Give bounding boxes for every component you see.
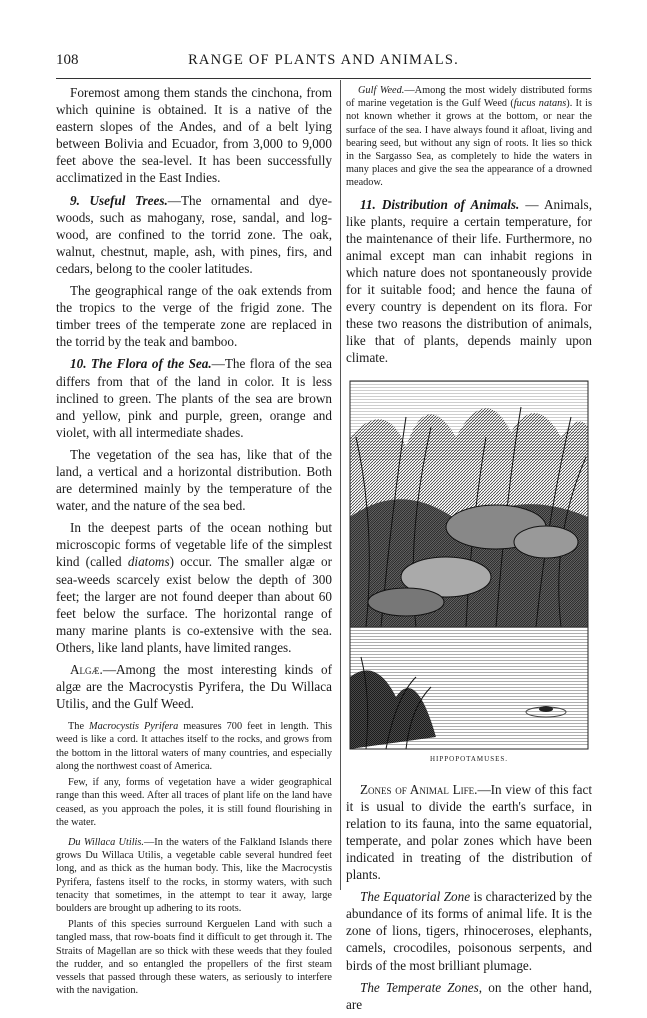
small-paragraph-kerguelen: Plants of this species surround Kerguelen Land with such a tangled mass, that row-boats find it difficult to get through it. The Straits of Magellan are so thick with these weeds that they fouled the rudder, and so entangled the propellers of the first steam vessels that passed through these waters, as seriously to interfere with the navigation. bbox=[56, 919, 332, 997]
small-caps-heading: Zones of Animal Life. bbox=[360, 781, 478, 797]
small-caps-heading: Algæ. bbox=[70, 662, 103, 677]
text-run: —In the waters of the Falkland Islands there grows Du Willaca Utilis, a vegetable cable several hundred feet long, and as thick as the human body. This, like the Macrocystis Pyrifera, fastens itself to the rocks, in stormy waters, with such tenacity that sometimes, in the attempt to tear it away, large boulders are brought up adhering to its roots. bbox=[56, 836, 332, 914]
engraving bbox=[346, 377, 592, 753]
section-heading: 10. The Flora of the Sea. bbox=[70, 356, 212, 372]
text-run: —Among the most interesting kinds of algæ are the Macrocystis Pyrifera, the Du Willaca Utilis, and the Gulf Weed. bbox=[56, 662, 332, 712]
italic-term: diatoms bbox=[127, 554, 170, 570]
paragraph-algae bbox=[56, 661, 332, 712]
italic-term: fucus natans bbox=[513, 98, 567, 110]
paragraph-temperate bbox=[346, 979, 592, 1013]
running-title: RANGE OF PLANTS AND ANIMALS. bbox=[188, 52, 459, 68]
paragraph-zones bbox=[346, 781, 592, 884]
section-heading: 9. Useful Trees. bbox=[70, 192, 168, 208]
text-run: , on the other hand, are bbox=[346, 979, 592, 1012]
figure-caption: HIPPOPOTAMUSES. bbox=[429, 754, 509, 763]
paragraph-vegetation: The vegetation of the sea has, like that of the land, a vertical and a horizontal distribution. Both are determined mainly by the temperature of the water, and the nature of the sea bed. bbox=[56, 446, 332, 514]
section-flora-of-sea bbox=[56, 355, 332, 440]
small-paragraph-range: Few, if any, forms of vegetation have a wider geographical range than this weed. After all traces of plant life on the land have ceased, as you approach the poles, it is still found flourishing in the water. bbox=[56, 777, 332, 828]
section-text: — Animals, like plants, require a certain temperature, for the maintenance of their life. Furthermore, no animal except man can inhabit regions in which nature does not spontaneously provide for it suitable food; and hence the fauna of every country is dependent on its flora. For these two reasons the distribution of animals, like that of plants, depends mainly upon climate. bbox=[346, 196, 592, 366]
text-run: The bbox=[68, 721, 90, 733]
left-column bbox=[56, 84, 332, 1000]
small-paragraph-gulf-weed bbox=[346, 84, 592, 190]
small-paragraph-du-willaca bbox=[56, 836, 332, 915]
paragraph-equatorial bbox=[346, 888, 592, 973]
text-run: ) occur. The smaller algæ or sea-weeds scarcely exist below the depth of 300 feet; the larger are not found deeper than about 60 feet below the surface. The horizontal range of many marine plants is co-extensive with the sea. Others, like land plants, have limited ranges. bbox=[56, 554, 333, 655]
italic-term: Macrocystis Pyrifera bbox=[89, 721, 179, 733]
section-text: —The flora of the sea differs from that of the land in color. It is less inclined to green. The plants of the sea are brown and yellow, pink and purple, green, orange and violet, with all intermediate shades. bbox=[56, 356, 332, 440]
section-useful-trees bbox=[56, 192, 332, 277]
italic-term: The Temperate Zones bbox=[360, 979, 479, 995]
text-run: measures 700 feet in length. This weed is like a cord. It attaches itself to the rocks, and grows from the bottom in the littoral waters of many countries, and especially along the northwest coast of America. bbox=[56, 721, 332, 772]
text-run: In the deepest parts of the ocean nothing but microscopic forms of vegetable life of the simplest kind (called bbox=[56, 520, 332, 570]
page-number: 108 bbox=[56, 52, 79, 68]
right-column bbox=[346, 84, 592, 1018]
section-distribution-of-animals bbox=[346, 196, 592, 367]
text-run: ). It is not known whether it grows at the bottom, or near the surface of the sea. I have always found it afloat, living and bearing seed, but without any sign of roots. It lies so thick in the Sargasso Sea, as completely to hide the waters in many places and give the sea the appearance of a drowned meadow. bbox=[346, 98, 592, 189]
section-text: —The ornamental and dye-woods, such as mahogany, rose, sandal, and log-wood, are confined to the torrid zone. The oak, walnut, chestnut, maple, ash, with pines, firs, and cedars, belong to the cooler latitudes. bbox=[56, 192, 332, 276]
italic-term: Du Willaca Utilis. bbox=[68, 836, 144, 848]
italic-term: Gulf Weed. bbox=[358, 85, 405, 96]
paragraph-cinchona: Foremost among them stands the cinchona, from which quinine is obtained. It is a native of the eastern slopes of the Andes, and of a belt lying between Bolivia and Ecuador, from 3,000 to 9,000 feet above the sea-level. It has been successfully acclimatized in the East Indies. bbox=[56, 85, 332, 186]
paragraph-deepest-parts bbox=[56, 519, 332, 656]
page-header bbox=[56, 52, 591, 74]
section-heading: 11. Distribution of Animals. bbox=[360, 196, 520, 212]
column-divider bbox=[340, 80, 341, 890]
paragraph-oak: The geographical range of the oak extends from the tropics to the verge of the frigid zone. The timber trees of the temperate zone are replaced in the torrid by the teak and bamboo. bbox=[56, 283, 332, 350]
small-paragraph-macrocystis bbox=[56, 720, 332, 773]
hippopotamus-illustration bbox=[346, 377, 592, 763]
text-run: —Among the most widely distributed forms of marine vegetation is the Gulf Weed ( bbox=[346, 85, 592, 110]
italic-term: The Equatorial Zone bbox=[360, 889, 471, 905]
text-run: —In view of this fact it is usual to divide the earth's surface, in relation to its fauna, into the same equatorial, temperate, and polar zones which have been indicated in treating of the distribution of plants. bbox=[346, 781, 593, 883]
text-run: is characterized by the abundance of its forms of animal life. It is the zone of lions, tigers, rhinoceroses, elephants, camels, crocodiles, poisonous serpents, and birds of the most brilliant plumage. bbox=[346, 889, 592, 973]
header-rule bbox=[56, 78, 591, 79]
